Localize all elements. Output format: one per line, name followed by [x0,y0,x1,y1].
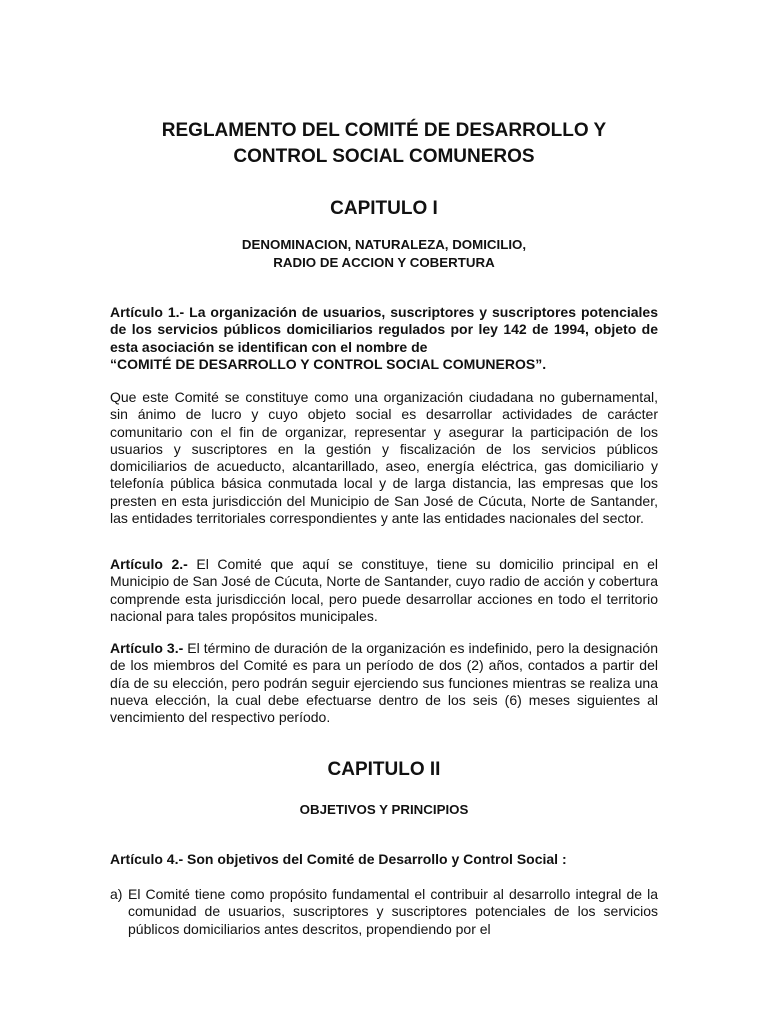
chapter-1-subheading-line-1: DENOMINACION, NATURALEZA, DOMICILIO, [241,237,527,252]
chapter-2-heading: CAPITULO II [327,759,441,780]
title-line-2: CONTROL SOCIAL COMUNEROS [233,146,535,167]
article-2-text: El Comité que aquí se constituye, tiene su domicilio principal en el Municipio de San José de Cúcuta, Norte de Santander, cuyo radio de acción y cobertura comprende esta jurisdicción local, pero puede desarrollar acciones en todo el territorio nacional para tales propósitos municipales. [110,556,659,624]
article-2 [110,556,658,625]
article-3 [110,640,658,726]
list-item-a-text: El Comité tiene como propósito fundamental el contribuir al desarrollo integral de la comunidad de usuarios, suscriptores y suscriptores potenciales de los servicios públicos domiciliarios antes descritos, propendiendo por el [128,886,658,937]
list-item-a [110,886,658,938]
article-3-label: Artículo 3.- [110,640,184,656]
article-1 [110,304,658,373]
chapter-1-subheading [110,236,658,272]
article-4: Artículo 4.- Son objetivos del Comité de Desarrollo y Control Social : [110,851,567,867]
chapter-2-subheading: OBJETIVOS Y PRINCIPIOS [299,802,469,817]
paragraph-committee-constitution: Que este Comité se constituye como una organización ciudadana no gubernamental, sin ánimo de lucro y cuyo objeto social es desarrollar actividades de carácter comunitario con el fin de organizar, representar y asegurar la participación de los usuarios y suscriptores en la gestión y fiscalización de los servicios públicos domiciliarios de acueducto, alcantarillado, aseo, energía eléctrica, gas domiciliario y telefonía pública básica conmutada local y de larga distancia, las empresas que los presten en esta jurisdicción del Municipio de San José de Cúcuta, Norte de Santander, las entidades territoriales correspondientes y ante las entidades nacionales del sector. [110,389,658,527]
list-item-a-marker: a) [110,886,123,902]
article-3-text: El término de duración de la organización es indefinido, pero la designación de los miembros del Comité es para un período de dos (2) años, contados a partir del día de su elección, pero podrán seguir ejerciendo sus funciones mientras se realiza una nueva elección, la cual debe efectuarse dentro de los seis (6) meses siguientes al vencimiento del respectivo período. [110,640,658,726]
document-title [110,118,658,170]
chapter-1-subheading-line-2: RADIO DE ACCION Y COBERTURA [273,255,495,270]
article-1-committee-name: “COMITÉ DE DESARROLLO Y CONTROL SOCIAL COMUNEROS”. [110,355,547,372]
title-line-1: REGLAMENTO DEL COMITÉ DE DESARROLLO Y [161,120,607,141]
chapter-1-heading: CAPITULO I [330,198,438,219]
article-1-text: Artículo 1.- La organización de usuarios, suscriptores y suscriptores potenciales de los servicios públicos domiciliarios regulados por ley 142 de 1994, objeto de esta asociación se identifican con el nombre de [110,304,658,355]
article-2-label: Artículo 2.- [110,556,188,572]
